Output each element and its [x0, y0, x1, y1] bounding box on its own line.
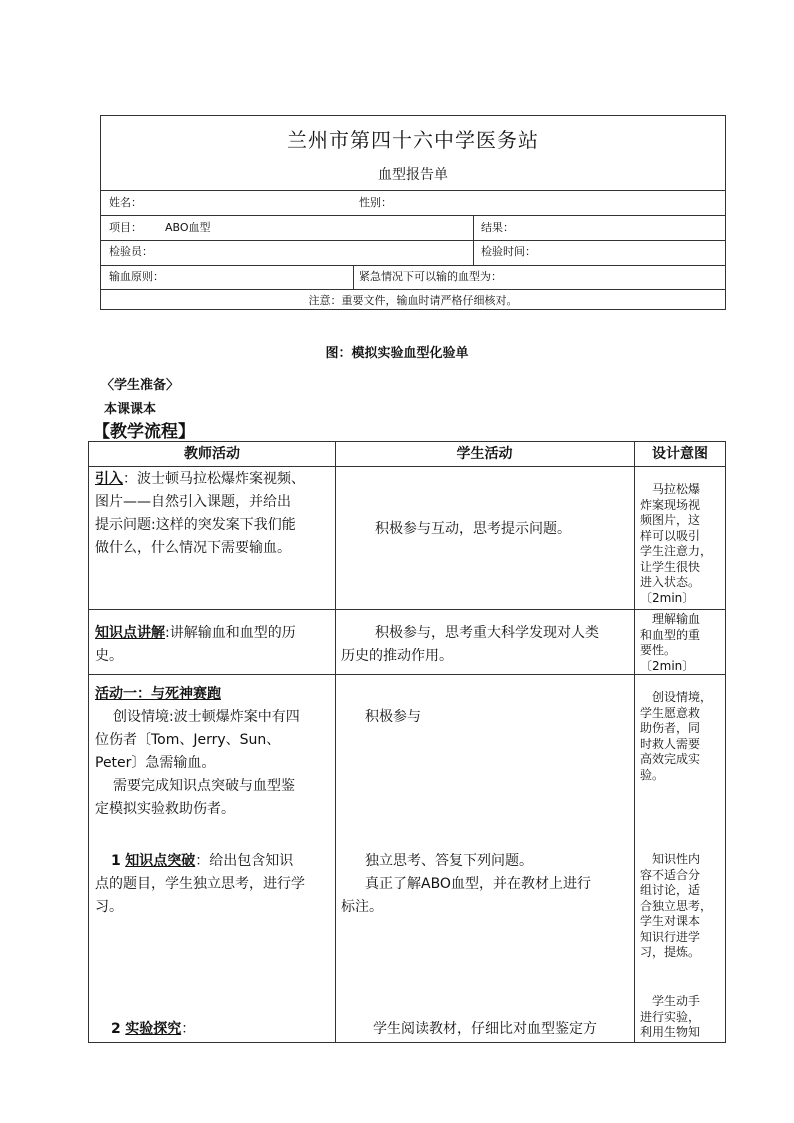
result-label: 结果：: [481, 221, 514, 234]
knowledge-lecture-title: 知识点讲解: [95, 625, 165, 641]
teaching-flow-table: [88, 441, 726, 1043]
activity-one-title: 活动一：与死神赛跑: [95, 686, 221, 702]
row3-design-experiment: 学生动手 进行实验， 利用生物知: [640, 994, 701, 1039]
item-label: 项目：: [109, 221, 142, 234]
row2-teacher: 知识点讲解:讲解输血和血型的历 史。: [95, 625, 296, 664]
report-notice: 注意：重要文件，输血时请严格仔细核对。: [308, 294, 518, 307]
gender-label: 性别：: [359, 196, 392, 209]
row2-design: 理解输血 和血型的重 要性。 〔2min〕: [640, 612, 701, 673]
row2-student: 积极参与，思考重大科学发现对人类 历史的推动作用。: [341, 625, 599, 664]
experiment-title: 实验探究: [125, 1021, 182, 1037]
row3-design-knowledge: 知识性内 容不适合分 组讨论，适 合独立思考， 学生对课本 知识行进学 习，提炼。: [640, 852, 713, 959]
header-teacher: 教师活动: [184, 446, 240, 462]
teaching-flow-heading: 【教学流程】: [93, 422, 195, 442]
row1-teacher: 引入：波士顿马拉松爆炸案视频、 图片——自然引入课题，并给出 提示问题:这样的突发案下我们能 做什么，什么情况下需要输血。: [95, 471, 305, 556]
experiment-student: 学生阅读教材，仔细比对血型鉴定方: [373, 1021, 597, 1037]
name-label: 姓名：: [109, 196, 142, 209]
header-student: 学生活动: [456, 446, 513, 462]
row3-teacher: 活动一：与死神赛跑 创设情境:波士顿爆炸案中有四 位伤者〔Tom、Jerry、Sun、 Peter〕急需输血。 需要完成知识点突破与血型鉴 定模拟实验救助伤者。: [95, 686, 300, 817]
header-design: 设计意图: [652, 446, 708, 462]
row1-design: 马拉松爆 炸案现场视 频图片，这 样可以吸引 学生注意力， 让学生很快 进入状态。 〔2min〕: [640, 482, 713, 605]
emergency-blood-type-label: 紧急情况下可以输的血型为：: [359, 270, 502, 283]
blood-type-report-form: [100, 115, 726, 310]
row3-design-scenario: 创设情境， 学生愿意救 助伤者，同 时救人需要 高效完成实 验。: [640, 690, 713, 782]
knowledge-breakthrough-block: 1 知识点突破：给出包含知识 点的题目，学生独立思考，进行学 习。: [95, 853, 305, 915]
row3-student-participate: 积极参与: [365, 709, 421, 725]
student-prep-heading: 〈学生准备〉: [101, 378, 180, 393]
item-value: ABO血型: [165, 221, 211, 234]
experiment-block: 2 实验探究：: [111, 1021, 196, 1037]
report-title: 兰州市第四十六中学医务站: [287, 128, 539, 152]
figure-caption: 图：模拟实验血型化验单: [325, 346, 469, 361]
intro-title: 引入: [95, 471, 123, 487]
knowledge-breakthrough-title: 知识点突破: [125, 853, 196, 869]
report-subtitle: 血型报告单: [378, 167, 448, 183]
row1-student: 积极参与互动，思考提示问题。: [375, 521, 571, 537]
inspector-label: 检验员：: [109, 245, 153, 258]
transfusion-principle-label: 输血原则：: [109, 270, 164, 283]
student-prep-item: 本课课本: [104, 402, 157, 417]
inspection-time-label: 检验时间：: [481, 245, 536, 258]
knowledge-breakthrough-student: 独立思考、答复下列问题。 真正了解ABO血型，并在教材上进行 标注。: [341, 853, 591, 915]
